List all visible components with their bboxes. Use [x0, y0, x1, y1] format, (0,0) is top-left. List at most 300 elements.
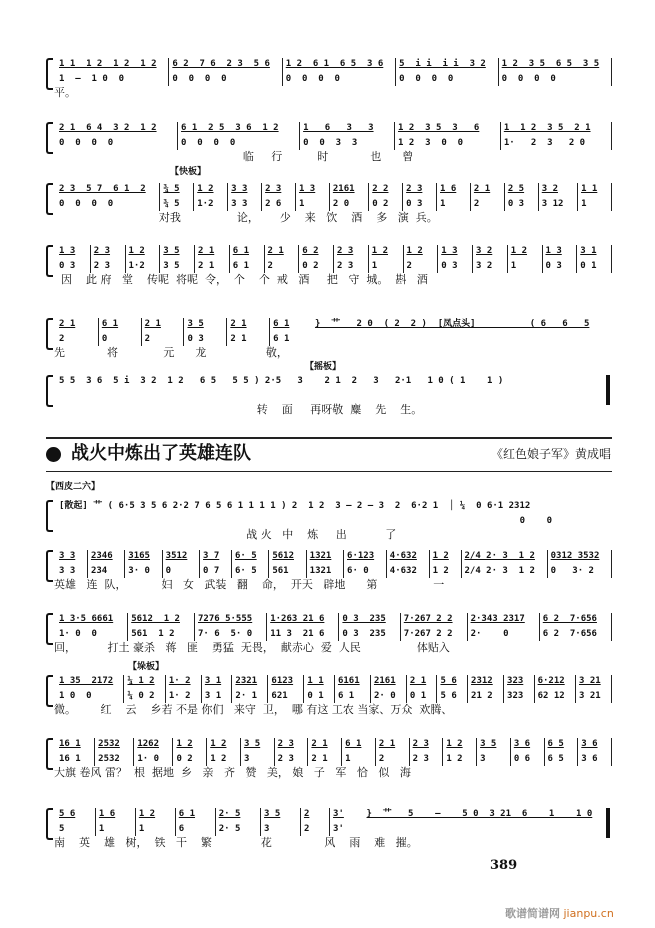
measure [274, 738, 308, 766]
lower-voice: 1 [510, 261, 517, 271]
measure [267, 675, 303, 703]
upper-voice: 6 1 [101, 319, 119, 329]
measure [498, 58, 611, 86]
upper-voice: 2 5 [507, 184, 525, 194]
lower-voice: 1 – 1 0 0 [59, 74, 125, 84]
lower-voice: 0 3· 2 [550, 566, 594, 576]
lower-voice: 6· 5 [234, 566, 257, 576]
lower-voice: 0 7 [203, 566, 220, 576]
upper-voice: 2312 [471, 676, 493, 686]
upper-voice: 2 1 [311, 739, 328, 749]
lower-voice: 1· 0 0 [59, 629, 97, 639]
lower-voice: 1 2 [446, 754, 463, 764]
lower-voice: 0 1 [409, 691, 427, 701]
lower-voice: 2· 0 [470, 629, 509, 639]
measure [500, 122, 611, 150]
measure [295, 183, 329, 211]
upper-voice: 6 2 [302, 246, 319, 256]
lower-voice: 1321 [309, 566, 332, 576]
upper-voice: 1 2 [510, 246, 528, 256]
measure [56, 318, 98, 346]
measure [437, 245, 472, 273]
lower-voice: 2 [406, 261, 412, 271]
lower-voice: 3 [243, 754, 250, 764]
measure [95, 808, 135, 836]
measures-row [56, 375, 612, 403]
measures-row [56, 550, 612, 578]
lower-voice: 6 2 7·656 [542, 629, 597, 639]
upper-voice: 1 1 1 2 1 2 1 2 [59, 59, 157, 69]
measure [503, 675, 534, 703]
song-title-text: 战火中炼出了英雄连队 [71, 443, 251, 464]
measure [268, 550, 305, 578]
measure [125, 245, 160, 273]
tempo-label-duoban: 【垛板】 [128, 662, 165, 672]
measures-row [56, 500, 612, 528]
upper-voice: ¼ 1 2 [127, 676, 155, 686]
lower-voice: 1 [345, 754, 351, 764]
upper-voice: 6 2 7 6 2 3 5 6 [172, 59, 270, 69]
final-barline [606, 375, 610, 405]
measure [141, 318, 184, 346]
measure [510, 738, 544, 766]
upper-voice: } ⺾ 5 – 5 0 3 21 6 1 1 0 [366, 809, 593, 819]
lower-voice [59, 389, 609, 403]
upper-voice: } ⺾ 2 0 ( 2 2 ) [凤点头] ( 6 6 5 [314, 319, 590, 329]
system-bracket [46, 613, 53, 645]
lower-voice: 3' [333, 824, 344, 834]
lower-voice: 0 0 0 0 [501, 74, 556, 84]
measure [98, 318, 141, 346]
lyrics-line: 战 火 中 炼 出 了 [54, 528, 397, 541]
measure [577, 738, 611, 766]
measure [547, 550, 611, 578]
upper-voice: 2·343 2317 [470, 614, 525, 624]
measure [56, 675, 123, 703]
upper-voice: 1 1 2 3 5 2 1 [503, 123, 591, 133]
upper-voice: 1 2 [128, 246, 145, 256]
upper-voice: 6 1 2 5 3 6 1 2 [181, 123, 279, 133]
lower-voice: 0 0 3 3 [303, 138, 358, 148]
lower-voice: 2 0 [332, 199, 350, 209]
upper-voice: 2 1 [409, 676, 427, 686]
lower-voice: 5 6 [440, 691, 457, 701]
lower-voice: 2 1 [230, 334, 247, 344]
measure [504, 183, 538, 211]
measure [56, 58, 168, 86]
upper-voice: [散起] ⺾ ( 6·5 3 5 6 2·2 7 6 5 6 1 1 1 1 ) 2 1 2 3 – 2 – 3 2 6·2 1 │ ¼ 0 6·1 2312 [59, 501, 531, 511]
lower-voice: 2 [378, 754, 385, 764]
lower-voice: 2/4 2· 3 1 2 [464, 566, 535, 576]
measure [467, 613, 539, 641]
measure [231, 550, 268, 578]
lower-voice: 234 [90, 566, 108, 576]
measure [306, 550, 343, 578]
tempo-label-xipi-erliu: 【西皮二六】 [46, 482, 101, 492]
system-bracket [46, 58, 53, 90]
lower-voice: 0 3 [187, 334, 204, 344]
measure [162, 550, 199, 578]
system-bracket [46, 318, 53, 350]
measure [406, 675, 437, 703]
lower-voice: 3· 0 [128, 566, 150, 576]
upper-voice: 1 2 [406, 246, 423, 256]
lower-voice: 561 [272, 566, 289, 576]
lower-voice: 6 1 [337, 691, 355, 701]
upper-voice: 1 2 [210, 739, 227, 749]
lower-voice: 0 3 235 [342, 629, 386, 639]
lower-voice: 2 [267, 261, 273, 271]
title-bottom-rule [46, 471, 612, 472]
upper-voice: 1 1 [581, 184, 598, 194]
lower-voice: 0 6 [513, 754, 531, 764]
measure [403, 245, 438, 273]
measure [177, 122, 299, 150]
lyrics-line: 英雄 连 队， 妇 女 武装 翻 命， 开天 辟地 第 一 [54, 578, 445, 591]
measure [576, 245, 611, 273]
measure [476, 738, 510, 766]
measure [124, 550, 161, 578]
measure [183, 318, 226, 346]
lower-voice: 3 2 [476, 261, 493, 271]
lyrics-line: 微。 红 云 乡若 不是 你们 来守 卫， 哪 有这 工农 当家、万众 欢腾、 [54, 703, 453, 716]
measure [329, 183, 368, 211]
upper-voice: 1321 [309, 551, 332, 561]
upper-voice: 2 3 [406, 184, 423, 194]
measure [226, 318, 269, 346]
upper-voice: ¾ 5 [163, 184, 180, 194]
measure [194, 613, 266, 641]
lower-voice: 1 [298, 199, 305, 209]
free-rhythm-passage [56, 500, 612, 528]
measure [282, 58, 395, 86]
upper-voice: 0 3 235 [342, 614, 386, 624]
system-bracket [46, 245, 53, 277]
lower-voice: 1 2 3 0 0 [398, 138, 464, 148]
upper-voice: 1 6 3 3 [303, 123, 374, 133]
measures-row [56, 183, 612, 211]
measure [199, 550, 231, 578]
measure [334, 675, 370, 703]
upper-voice: 3 3 [59, 551, 76, 561]
measure [56, 738, 94, 766]
measure [368, 183, 402, 211]
upper-voice: 1 3·5 6661 [59, 614, 114, 624]
lower-voice: 0 0 0 0 [285, 74, 340, 84]
upper-voice: 2 3 [265, 184, 282, 194]
upper-voice: 2 2 [372, 184, 389, 194]
lower-voice [315, 332, 609, 346]
upper-voice: 2 3 [412, 739, 429, 749]
upper-voice: 3 1 [204, 676, 222, 686]
lower-voice: 0 3 [545, 261, 562, 271]
measure [400, 613, 467, 641]
lower-voice: 2 3 [277, 754, 294, 764]
upper-voice: 2 1 [230, 319, 247, 329]
measures-row [56, 808, 612, 836]
upper-voice: 2 3 5 7 6 1 2 [59, 184, 146, 194]
lower-voice: 3 [480, 754, 486, 764]
lower-voice: 0 [165, 566, 172, 576]
measure [269, 318, 312, 346]
upper-voice: 5 6 [440, 676, 457, 686]
upper-voice: 1 2 [138, 809, 156, 819]
lower-voice: 2 [473, 199, 480, 209]
upper-voice: 6 5 [547, 739, 564, 749]
upper-voice: 5612 [272, 551, 294, 561]
lower-voice: 7·267 2 2 [403, 629, 453, 639]
lower-voice: 3 21 [578, 691, 601, 701]
upper-voice: 1 2 [197, 184, 214, 194]
lower-voice: 4·632 [389, 566, 417, 576]
measure [472, 245, 507, 273]
lower-voice: 0 0 0 0 [59, 138, 114, 148]
lower-voice: 5 [59, 824, 65, 834]
upper-voice: 2161 [332, 184, 355, 194]
lower-voice: 1· 2 3 2 0 [503, 138, 586, 148]
free-rhythm-passage [312, 318, 612, 346]
upper-voice: 0312 3532 [550, 551, 600, 561]
measure [172, 738, 206, 766]
upper-voice: 323 [507, 676, 524, 686]
upper-voice: 7276 5·555 [198, 614, 253, 624]
measures-row [56, 613, 612, 641]
upper-voice: 1 35 2172 [59, 676, 114, 686]
measure [375, 738, 409, 766]
upper-voice: 3512 [165, 551, 188, 561]
system-bracket [46, 375, 53, 407]
upper-voice: 3 21 [578, 676, 601, 686]
lyrics-line: 临 行 时 也 曾 [54, 150, 414, 163]
upper-voice: 6123 [271, 676, 294, 686]
measures-row [56, 675, 612, 703]
lower-voice: 6 5 [547, 754, 564, 764]
upper-voice: 2346 [90, 551, 113, 561]
lower-voice: 0 3 [441, 261, 458, 271]
watermark [505, 905, 614, 921]
lower-voice: 0 3 [507, 199, 525, 209]
upper-voice: 3 5 [163, 246, 180, 256]
system-bracket [46, 183, 53, 215]
upper-voice: 3 5 [264, 809, 281, 819]
upper-voice: 1· 2 [168, 676, 191, 686]
upper-voice: 1·263 21 6 [270, 614, 325, 624]
upper-voice: 6 1 [178, 809, 196, 819]
measure [206, 738, 240, 766]
lower-voice: 6 1 [273, 334, 290, 344]
lower-voice: 3 5 [163, 261, 180, 271]
measure [402, 183, 436, 211]
measures-row [56, 318, 612, 346]
upper-voice: 2 1 [144, 319, 161, 329]
measure [87, 550, 124, 578]
upper-voice: 3 2 [476, 246, 493, 256]
upper-voice: 1 2 6 1 6 5 3 6 [285, 59, 384, 69]
measure [429, 550, 461, 578]
lower-voice: 0 3 [406, 199, 423, 209]
upper-voice: 2 1 [59, 319, 76, 329]
measure [260, 808, 300, 836]
measures-row [56, 122, 612, 150]
upper-voice: 3 6 [581, 739, 598, 749]
lower-voice: 323 [507, 691, 524, 701]
measure [133, 738, 172, 766]
free-rhythm-passage [364, 808, 612, 836]
lyrics-line: 南 英 雄 树， 铁 干 繁 花 风 雨 难 摧。 [54, 836, 418, 849]
lower-voice: 1 [371, 261, 378, 271]
measure [201, 675, 232, 703]
measure [56, 550, 87, 578]
upper-voice: 4·632 [389, 551, 417, 561]
lyrics-line: 先 将 元 龙 敬， [54, 346, 288, 359]
upper-voice: 6· 5 [234, 551, 257, 561]
lower-voice: 2· 5 [218, 824, 241, 834]
measure [395, 58, 498, 86]
lower-voice: 2 1 [311, 754, 328, 764]
upper-voice: 5612 1 2 [131, 614, 180, 624]
measure [299, 122, 394, 150]
lower-voice: 2 3 [412, 754, 429, 764]
upper-voice: 2161 [373, 676, 396, 686]
song-title [46, 443, 251, 465]
lower-voice: 1 0 0 [59, 691, 92, 701]
measure [264, 245, 299, 273]
measure [442, 738, 476, 766]
measure [338, 613, 399, 641]
watermark-cn: 歌谱简谱网 [505, 907, 560, 920]
upper-voice: 1 6 [98, 809, 116, 819]
lyrics-line: 回， 打土 豪杀 蒋 匪 勇猛 无畏， 献赤心 爱 人民 体贴入 [54, 641, 450, 654]
measure [56, 183, 159, 211]
lower-voice: 2· 0 [373, 691, 396, 701]
lower-voice: 6 1 [232, 261, 250, 271]
measure [539, 613, 611, 641]
measure [467, 675, 503, 703]
measure [542, 245, 577, 273]
measure [300, 808, 329, 836]
system-bracket [46, 500, 53, 532]
lower-voice: 0 1 [580, 261, 597, 271]
measure [329, 808, 364, 836]
lower-voice: 2 6 [265, 199, 282, 209]
measure [159, 183, 193, 211]
measure [343, 550, 386, 578]
tempo-label-yaoban: 【摇板】 [305, 362, 342, 372]
upper-voice: 16 1 [59, 739, 81, 749]
upper-voice: 1 6 [440, 184, 457, 194]
lower-voice: 1·2 [197, 199, 214, 209]
measure [227, 183, 261, 211]
upper-voice: 2 1 [198, 246, 215, 256]
lower-voice: 2532 [98, 754, 120, 764]
measure [394, 122, 500, 150]
measure [538, 183, 577, 211]
lower-voice: 561 1 2 [131, 629, 175, 639]
lower-voice [367, 822, 609, 836]
upper-voice: 2 1 [473, 184, 491, 194]
measure [56, 122, 177, 150]
upper-voice: 3 5 [480, 739, 497, 749]
measure [193, 183, 227, 211]
upper-voice: 2· 5 [218, 809, 241, 819]
lower-voice: 1 2 [432, 566, 449, 576]
lower-voice: 0 3 [59, 261, 76, 271]
upper-voice: 1 3 [545, 246, 562, 256]
lower-voice: 0 2 [302, 261, 319, 271]
upper-voice: 1 2 [371, 246, 389, 256]
lower-voice: 7· 6 5· 0 [198, 629, 253, 639]
upper-voice: 2 1 6 4 3 2 1 2 [59, 123, 157, 133]
lower-voice: ¾ 5 [163, 199, 180, 209]
upper-voice: 2 3 [277, 739, 294, 749]
lower-voice: 11 3 21 6 [270, 629, 325, 639]
upper-voice: 1 2 [432, 551, 449, 561]
system-bracket [46, 122, 53, 154]
lower-voice: 1 2 [210, 754, 227, 764]
upper-voice: 2/4 2· 3 1 2 [464, 551, 535, 561]
measure [461, 550, 547, 578]
upper-voice: 2 [303, 809, 310, 819]
upper-voice: 2 3 [337, 246, 354, 256]
lower-voice: 3 3 [59, 566, 76, 576]
upper-voice: 1 3 [298, 184, 316, 194]
lower-voice: 0 0 0 0 [181, 138, 236, 148]
upper-voice: 3 2 [541, 184, 558, 194]
measure [534, 675, 575, 703]
measure [165, 675, 201, 703]
measure [303, 675, 334, 703]
lower-voice: 2 [59, 334, 65, 344]
upper-voice: 3 5 [187, 319, 204, 329]
measure [341, 738, 375, 766]
lower-voice: 0 0 0 0 [59, 199, 114, 209]
measure [123, 675, 164, 703]
measure [370, 675, 406, 703]
lower-voice: 3 3 [231, 199, 248, 209]
measure [215, 808, 260, 836]
upper-voice: 5 i i i i 3 2 [399, 59, 486, 69]
lower-voice: 2 3 [93, 261, 111, 271]
measures-row [56, 58, 612, 86]
upper-voice: 6 1 [232, 246, 250, 256]
lower-voice: 1·2 [128, 261, 145, 271]
upper-voice: 6 2 7·656 [542, 614, 597, 624]
measure [90, 245, 125, 273]
upper-voice: 1 2 3 5 3 6 [398, 123, 480, 133]
system-bracket [46, 550, 53, 582]
lyrics-line: 转 面 再呀敬 麋 先 生。 [54, 403, 423, 416]
measure [56, 245, 90, 273]
measure [94, 738, 133, 766]
lower-voice: 3 1 [204, 691, 222, 701]
lower-voice: 16 1 [59, 754, 81, 764]
lower-voice: ¼ 0 2 [127, 691, 155, 701]
lower-voice: 2· 1 [235, 691, 258, 701]
system-bracket [46, 675, 53, 707]
lower-voice: 3 12 [541, 199, 564, 209]
lower-voice: 3 6 [581, 754, 598, 764]
measure [127, 613, 194, 641]
tempo-label-kuaiban: 【快板】 [170, 167, 207, 177]
lyrics-line: 大旗 卷风 雷？ 根 据地 乡 亲 齐 赞 美， 娘 子 军 恰 似 海 [54, 766, 411, 779]
upper-voice: 2532 [98, 739, 120, 749]
measure [56, 808, 95, 836]
upper-voice: 1 2 [176, 739, 193, 749]
upper-voice: 5 6 [59, 809, 76, 819]
upper-voice: 3' [333, 809, 344, 819]
measure [575, 675, 611, 703]
measure [261, 183, 295, 211]
